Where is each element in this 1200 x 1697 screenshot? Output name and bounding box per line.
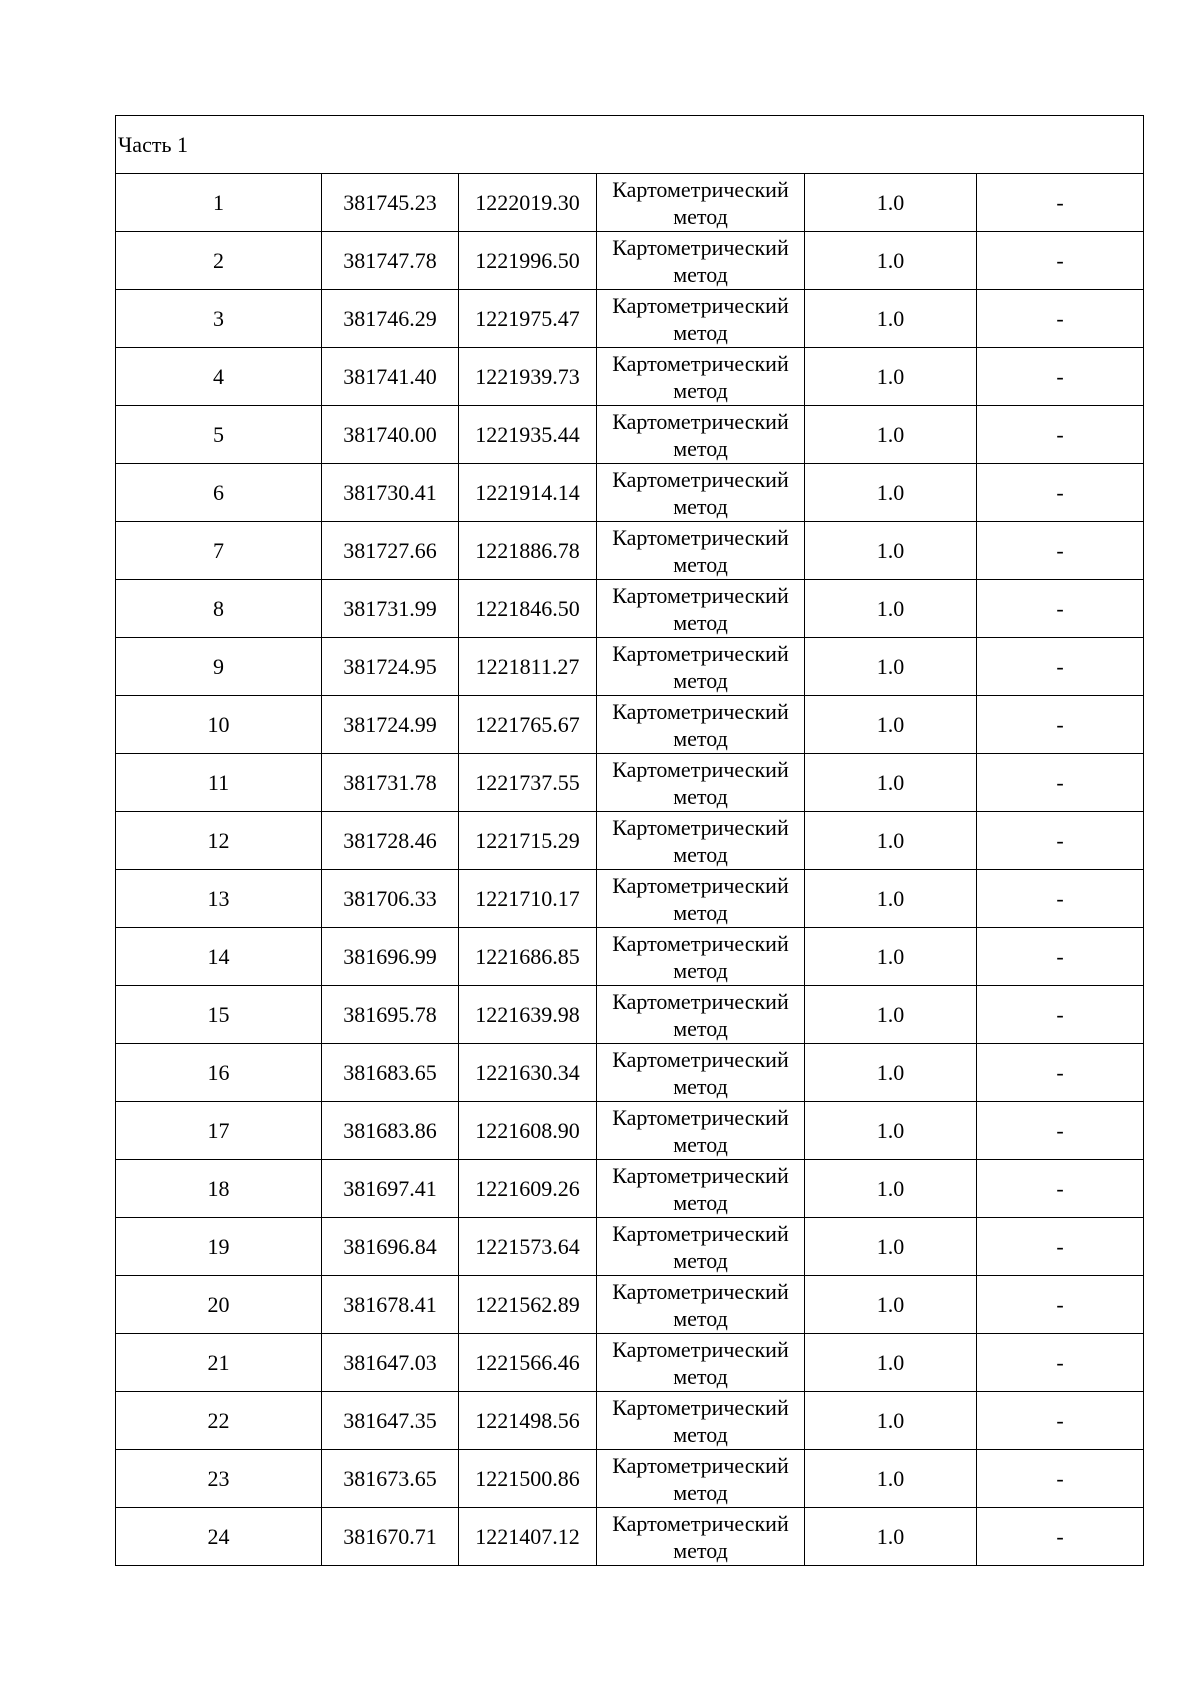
note-cell: - [977, 986, 1144, 1044]
note-cell: - [977, 1218, 1144, 1276]
accuracy-cell: 1.0 [805, 1508, 977, 1566]
method-cell: Картометрический метод [597, 754, 805, 812]
coordinate-y-cell: 1221939.73 [459, 348, 597, 406]
section-header-row [116, 116, 1144, 174]
point-number-cell: 13 [116, 870, 322, 928]
coordinate-x-cell: 381745.23 [322, 174, 459, 232]
coordinate-y-cell: 1221566.46 [459, 1334, 597, 1392]
note-cell: - [977, 1450, 1144, 1508]
table-row [116, 812, 1144, 870]
accuracy-cell: 1.0 [805, 1160, 977, 1218]
method-cell: Картометрический метод [597, 1334, 805, 1392]
accuracy-cell: 1.0 [805, 1392, 977, 1450]
coordinate-x-cell: 381670.71 [322, 1508, 459, 1566]
note-cell: - [977, 174, 1144, 232]
table-row [116, 1450, 1144, 1508]
method-cell: Картометрический метод [597, 1044, 805, 1102]
coordinate-x-cell: 381673.65 [322, 1450, 459, 1508]
point-number-cell: 11 [116, 754, 322, 812]
method-cell: Картометрический метод [597, 1102, 805, 1160]
note-cell: - [977, 638, 1144, 696]
coordinate-y-cell: 1221996.50 [459, 232, 597, 290]
note-cell: - [977, 928, 1144, 986]
coordinate-x-cell: 381678.41 [322, 1276, 459, 1334]
note-cell: - [977, 754, 1144, 812]
method-cell: Картометрический метод [597, 174, 805, 232]
accuracy-cell: 1.0 [805, 1102, 977, 1160]
coordinate-y-cell: 1221710.17 [459, 870, 597, 928]
note-cell: - [977, 1044, 1144, 1102]
accuracy-cell: 1.0 [805, 1218, 977, 1276]
coordinate-x-cell: 381683.65 [322, 1044, 459, 1102]
method-cell: Картометрический метод [597, 1508, 805, 1566]
accuracy-cell: 1.0 [805, 1334, 977, 1392]
coordinate-y-cell: 1221630.34 [459, 1044, 597, 1102]
coordinate-x-cell: 381697.41 [322, 1160, 459, 1218]
coordinate-y-cell: 1221686.85 [459, 928, 597, 986]
coordinate-y-cell: 1221914.14 [459, 464, 597, 522]
method-cell: Картометрический метод [597, 638, 805, 696]
note-cell: - [977, 870, 1144, 928]
point-number-cell: 1 [116, 174, 322, 232]
accuracy-cell: 1.0 [805, 174, 977, 232]
method-cell: Картометрический метод [597, 464, 805, 522]
coordinate-y-cell: 1221498.56 [459, 1392, 597, 1450]
point-number-cell: 17 [116, 1102, 322, 1160]
coordinate-x-cell: 381731.99 [322, 580, 459, 638]
table-row [116, 696, 1144, 754]
point-number-cell: 3 [116, 290, 322, 348]
note-cell: - [977, 348, 1144, 406]
point-number-cell: 16 [116, 1044, 322, 1102]
note-cell: - [977, 1160, 1144, 1218]
method-cell: Картометрический метод [597, 580, 805, 638]
method-cell: Картометрический метод [597, 1218, 805, 1276]
point-number-cell: 10 [116, 696, 322, 754]
table-row [116, 1392, 1144, 1450]
coordinate-x-cell: 381747.78 [322, 232, 459, 290]
table-row [116, 522, 1144, 580]
method-cell: Картометрический метод [597, 232, 805, 290]
note-cell: - [977, 290, 1144, 348]
coordinate-y-cell: 1221500.86 [459, 1450, 597, 1508]
accuracy-cell: 1.0 [805, 290, 977, 348]
point-number-cell: 14 [116, 928, 322, 986]
point-number-cell: 6 [116, 464, 322, 522]
point-number-cell: 21 [116, 1334, 322, 1392]
accuracy-cell: 1.0 [805, 464, 977, 522]
accuracy-cell: 1.0 [805, 1276, 977, 1334]
table-row [116, 232, 1144, 290]
coordinate-x-cell: 381746.29 [322, 290, 459, 348]
coordinate-y-cell: 1222019.30 [459, 174, 597, 232]
point-number-cell: 15 [116, 986, 322, 1044]
note-cell: - [977, 1392, 1144, 1450]
accuracy-cell: 1.0 [805, 696, 977, 754]
accuracy-cell: 1.0 [805, 580, 977, 638]
table-row [116, 1044, 1144, 1102]
table-row [116, 580, 1144, 638]
coordinate-x-cell: 381696.99 [322, 928, 459, 986]
table-row [116, 1218, 1144, 1276]
coordinate-y-cell: 1221935.44 [459, 406, 597, 464]
table-row [116, 986, 1144, 1044]
point-number-cell: 12 [116, 812, 322, 870]
coordinate-y-cell: 1221811.27 [459, 638, 597, 696]
method-cell: Картометрический метод [597, 1450, 805, 1508]
accuracy-cell: 1.0 [805, 754, 977, 812]
note-cell: - [977, 406, 1144, 464]
point-number-cell: 4 [116, 348, 322, 406]
coordinate-y-cell: 1221639.98 [459, 986, 597, 1044]
table-row [116, 1508, 1144, 1566]
note-cell: - [977, 1102, 1144, 1160]
table-row [116, 754, 1144, 812]
method-cell: Картометрический метод [597, 986, 805, 1044]
table-row [116, 174, 1144, 232]
coordinates-table [115, 115, 1144, 1566]
coordinate-x-cell: 381727.66 [322, 522, 459, 580]
section-title: Часть 1 [116, 116, 1144, 174]
accuracy-cell: 1.0 [805, 1450, 977, 1508]
table-row [116, 1334, 1144, 1392]
note-cell: - [977, 1508, 1144, 1566]
point-number-cell: 22 [116, 1392, 322, 1450]
accuracy-cell: 1.0 [805, 406, 977, 464]
method-cell: Картометрический метод [597, 406, 805, 464]
coordinate-y-cell: 1221609.26 [459, 1160, 597, 1218]
method-cell: Картометрический метод [597, 696, 805, 754]
coordinate-x-cell: 381647.35 [322, 1392, 459, 1450]
accuracy-cell: 1.0 [805, 812, 977, 870]
coordinate-x-cell: 381706.33 [322, 870, 459, 928]
point-number-cell: 2 [116, 232, 322, 290]
coordinate-x-cell: 381731.78 [322, 754, 459, 812]
coordinate-y-cell: 1221608.90 [459, 1102, 597, 1160]
coordinate-x-cell: 381695.78 [322, 986, 459, 1044]
point-number-cell: 23 [116, 1450, 322, 1508]
coordinate-x-cell: 381740.00 [322, 406, 459, 464]
coordinate-y-cell: 1221975.47 [459, 290, 597, 348]
note-cell: - [977, 812, 1144, 870]
method-cell: Картометрический метод [597, 1276, 805, 1334]
method-cell: Картометрический метод [597, 812, 805, 870]
coordinate-y-cell: 1221846.50 [459, 580, 597, 638]
accuracy-cell: 1.0 [805, 870, 977, 928]
method-cell: Картометрический метод [597, 522, 805, 580]
table-row [116, 406, 1144, 464]
method-cell: Картометрический метод [597, 928, 805, 986]
coordinate-y-cell: 1221562.89 [459, 1276, 597, 1334]
point-number-cell: 7 [116, 522, 322, 580]
point-number-cell: 19 [116, 1218, 322, 1276]
point-number-cell: 20 [116, 1276, 322, 1334]
table-row [116, 928, 1144, 986]
accuracy-cell: 1.0 [805, 986, 977, 1044]
table-row [116, 290, 1144, 348]
coordinate-x-cell: 381741.40 [322, 348, 459, 406]
coordinate-x-cell: 381724.95 [322, 638, 459, 696]
coordinate-y-cell: 1221573.64 [459, 1218, 597, 1276]
accuracy-cell: 1.0 [805, 348, 977, 406]
note-cell: - [977, 1276, 1144, 1334]
table-row [116, 348, 1144, 406]
coordinate-y-cell: 1221715.29 [459, 812, 597, 870]
point-number-cell: 8 [116, 580, 322, 638]
coordinate-x-cell: 381728.46 [322, 812, 459, 870]
note-cell: - [977, 580, 1144, 638]
note-cell: - [977, 1334, 1144, 1392]
coordinate-x-cell: 381647.03 [322, 1334, 459, 1392]
coordinate-y-cell: 1221737.55 [459, 754, 597, 812]
note-cell: - [977, 232, 1144, 290]
method-cell: Картометрический метод [597, 348, 805, 406]
table-row [116, 870, 1144, 928]
coordinate-x-cell: 381696.84 [322, 1218, 459, 1276]
coordinate-x-cell: 381683.86 [322, 1102, 459, 1160]
table-row [116, 464, 1144, 522]
coordinate-y-cell: 1221886.78 [459, 522, 597, 580]
method-cell: Картометрический метод [597, 290, 805, 348]
coordinate-x-cell: 381730.41 [322, 464, 459, 522]
accuracy-cell: 1.0 [805, 522, 977, 580]
accuracy-cell: 1.0 [805, 232, 977, 290]
accuracy-cell: 1.0 [805, 1044, 977, 1102]
point-number-cell: 18 [116, 1160, 322, 1218]
table-row [116, 638, 1144, 696]
point-number-cell: 24 [116, 1508, 322, 1566]
accuracy-cell: 1.0 [805, 928, 977, 986]
method-cell: Картометрический метод [597, 1160, 805, 1218]
table-body [116, 116, 1144, 1566]
method-cell: Картометрический метод [597, 870, 805, 928]
table-row [116, 1102, 1144, 1160]
point-number-cell: 5 [116, 406, 322, 464]
table-row [116, 1160, 1144, 1218]
accuracy-cell: 1.0 [805, 638, 977, 696]
method-cell: Картометрический метод [597, 1392, 805, 1450]
coordinate-y-cell: 1221407.12 [459, 1508, 597, 1566]
table-row [116, 1276, 1144, 1334]
coordinate-x-cell: 381724.99 [322, 696, 459, 754]
note-cell: - [977, 522, 1144, 580]
point-number-cell: 9 [116, 638, 322, 696]
note-cell: - [977, 696, 1144, 754]
coordinate-y-cell: 1221765.67 [459, 696, 597, 754]
note-cell: - [977, 464, 1144, 522]
